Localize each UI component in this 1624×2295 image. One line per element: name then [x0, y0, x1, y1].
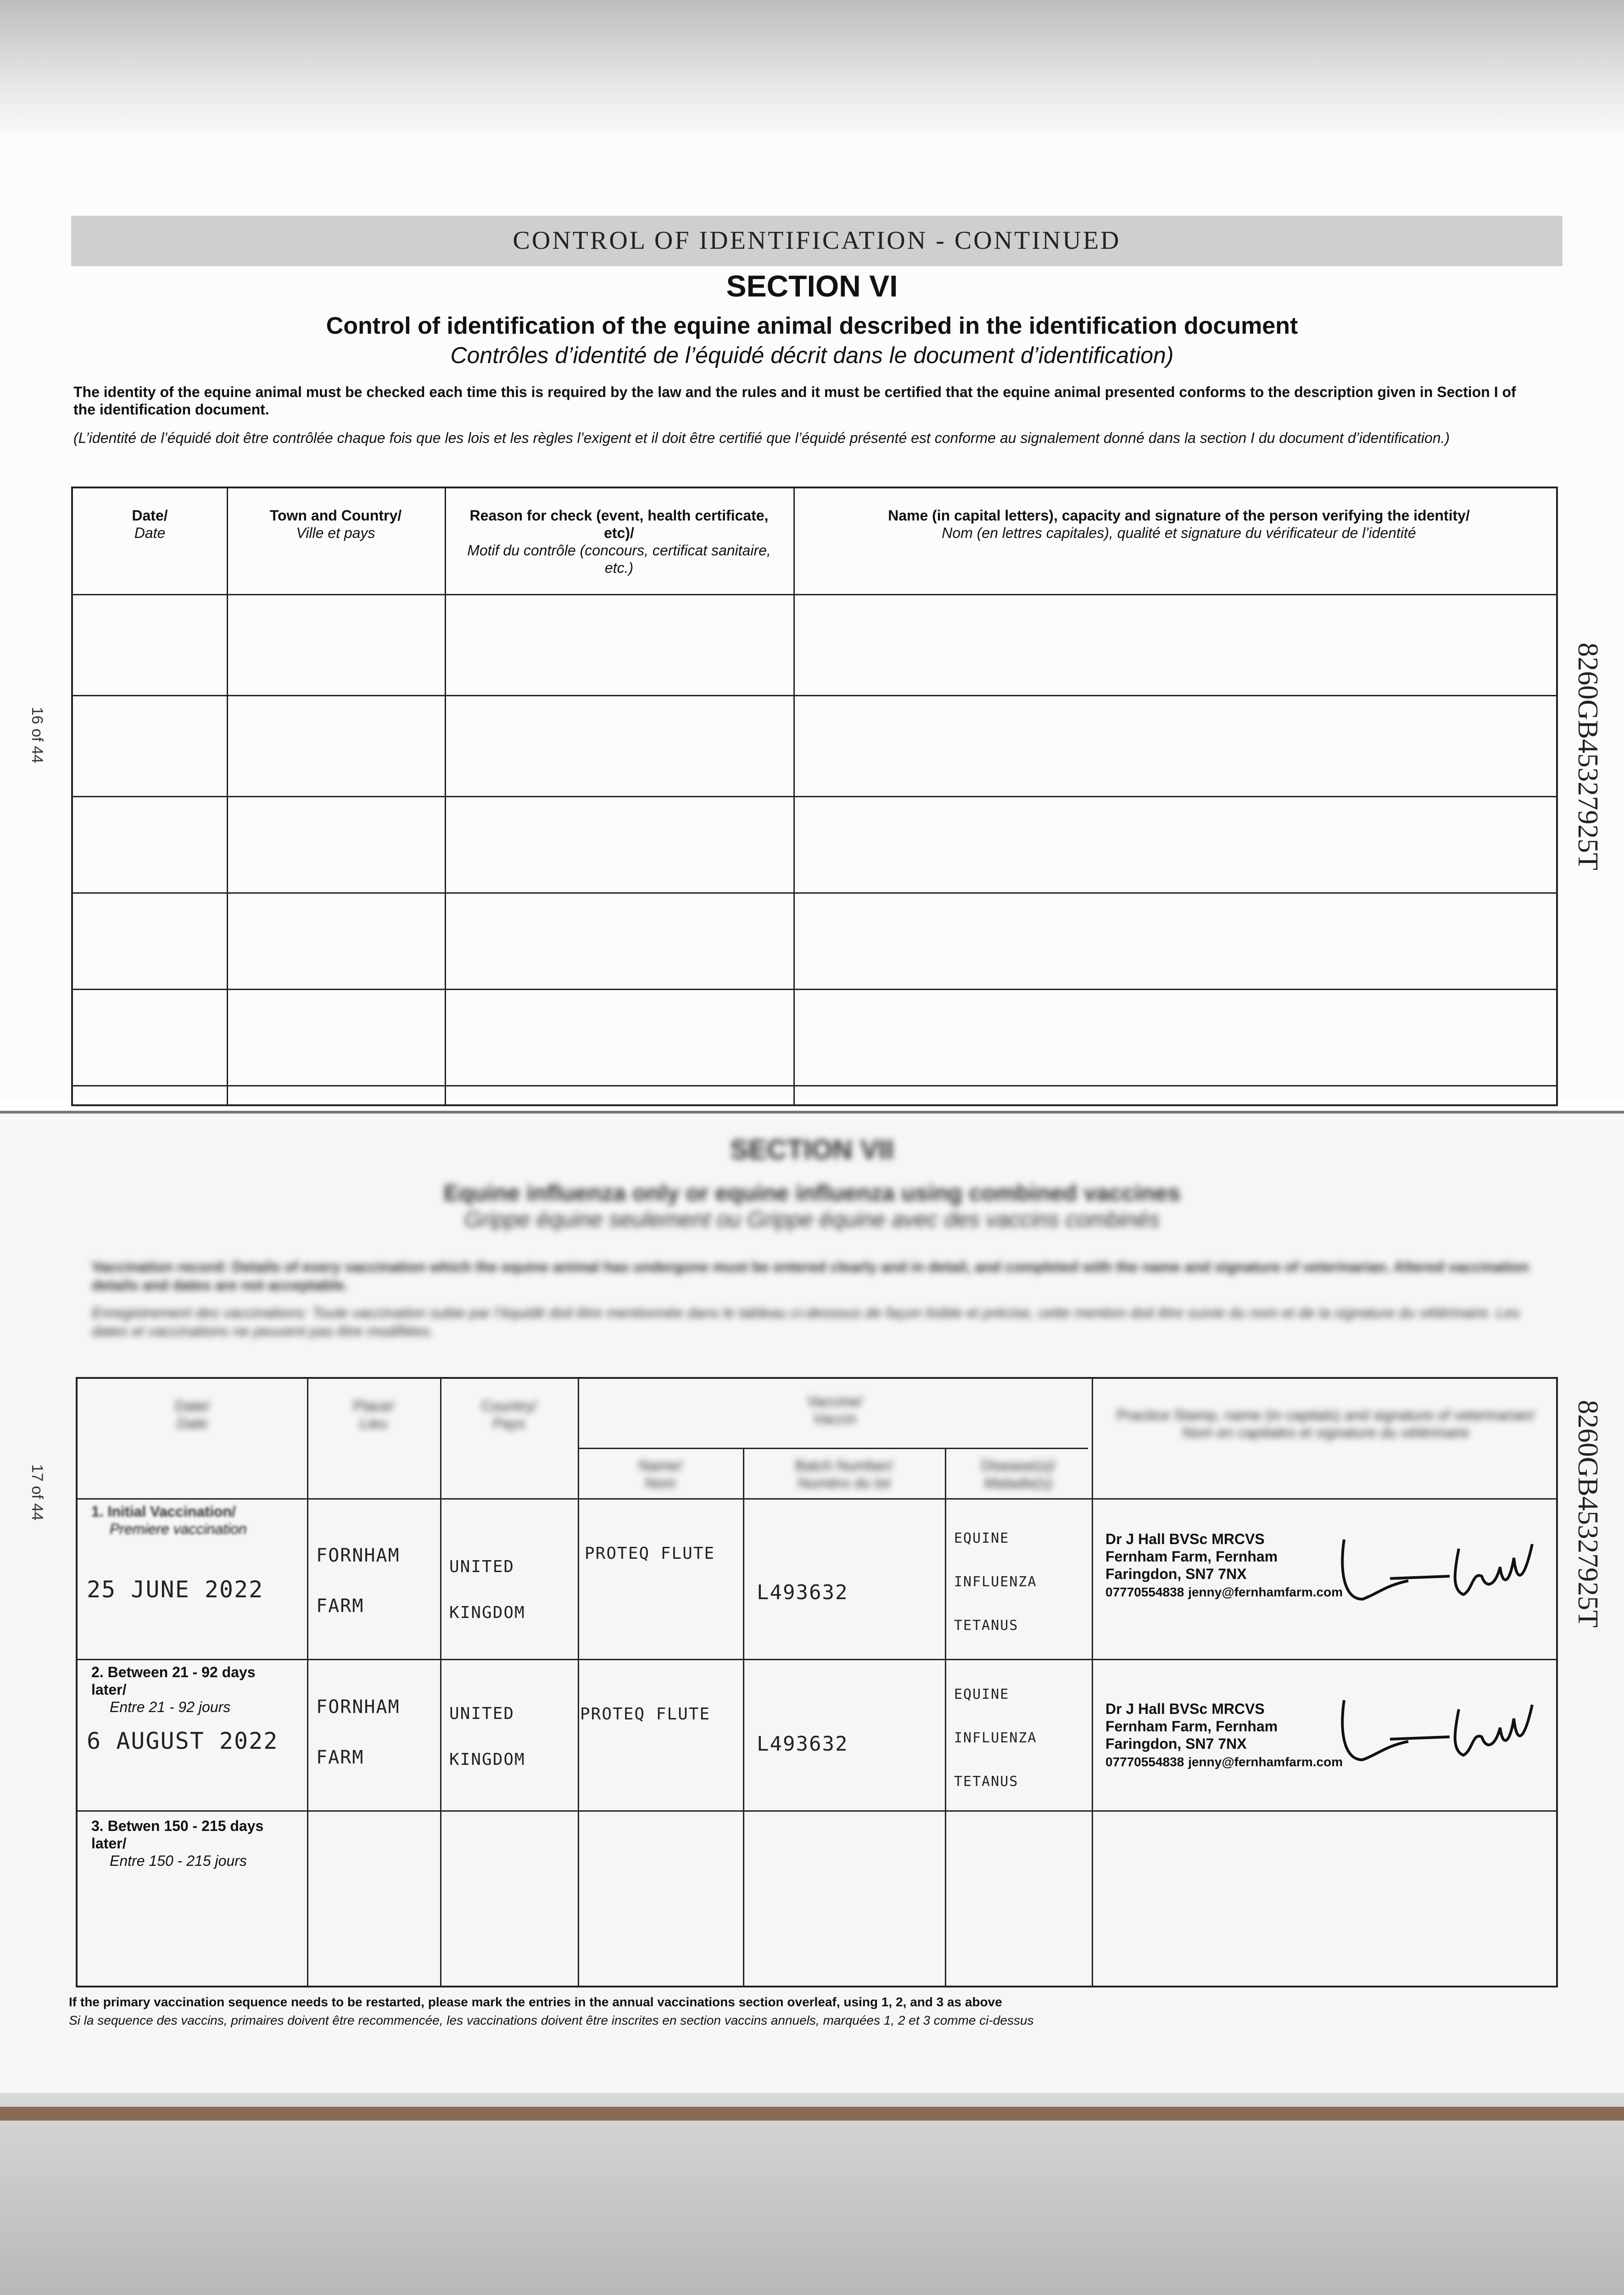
intro-text-en: The identity of the equine animal must be checked each time this is required by the law and the rules and it must be certified that the equine animal presented conforms to the description given in Section I of the identification document. [73, 384, 1516, 418]
col-header-date-en: Date/ [132, 507, 168, 524]
row-2-vet-name: Dr J Hall BVSc MRCVS [1105, 1701, 1265, 1717]
row-2-batch: L493632 [757, 1732, 848, 1756]
col-header-reason-en: Reason for check (event, health certificate, etc)/ [469, 507, 769, 541]
row-3-label [91, 1817, 293, 1870]
row-1-country: UNITED KINGDOM [449, 1557, 525, 1622]
col-header-verifier-en: Name (in capital letters), capacity and signature of the person verifying the identity/ [888, 507, 1470, 524]
col-header-disease [945, 1457, 1092, 1492]
row-1-label-en: 1. Initial Vaccination/ [91, 1503, 236, 1520]
section-banner [71, 216, 1563, 266]
section-vii-intro-fr: Enregistrement des vaccinations: Toute vaccination subie par l’équidé doit être mentionnée dans le tableau ci-dessous de façon lisible et précise, cette mention doit être suivie du nom et de la signature du vétérinaire. Les dates et vaccinations ne peuvent pas être modifiées. [92, 1304, 1520, 1339]
col-header-town-en: Town and Country/ [269, 507, 402, 524]
passport-number-lower: 8260GB45327925T [1572, 1400, 1603, 1628]
section-vii-intro-en: Vaccination record: Details of every vaccination which the equine animal has undergone must be entered clearly and in detail, and completed with the name and signature of veterinarian. Altered vaccination details and dates are not acceptable. [92, 1259, 1529, 1293]
col-header-country [440, 1397, 578, 1432]
col-header-disease-fr: Maladie(s) [984, 1475, 1053, 1491]
row-2-label-en: 2. Between 21 - 92 days later/ [91, 1664, 256, 1698]
col-header-vaccine-name-en: Name/ [638, 1457, 682, 1474]
col-header-reason-fr: Motif du contrôle (concours, certificat sanitaire, etc.) [467, 542, 771, 576]
col-header-place [307, 1397, 440, 1432]
section-subtitle-fr: Contrôles d’identité de l’équidé décrit dans le document d’identification) [450, 342, 1174, 368]
row-2-label [91, 1663, 293, 1716]
row-2-place: FORNHAM FARM [316, 1696, 400, 1768]
col-header-town-fr: Ville et pays [296, 525, 375, 541]
row-1-date: 25 JUNE 2022 [87, 1576, 264, 1603]
row-2-vet-address-1: Fernham Farm, Fernham [1105, 1718, 1278, 1735]
col-header-vet [1101, 1406, 1551, 1441]
col-header-country-fr: Pays [492, 1415, 525, 1432]
row-2-vet-stamp [1105, 1700, 1362, 1771]
row-3-label-en: 3. Betwen 150 - 215 days later/ [91, 1818, 264, 1852]
row-1-batch: L493632 [757, 1581, 848, 1604]
row-2-country: UNITED KINGDOM [449, 1704, 525, 1769]
col-header-vaccine [578, 1393, 1092, 1427]
col-header-verifier [807, 507, 1551, 542]
book-edge [0, 2107, 1624, 2121]
row-2-date: 6 AUGUST 2022 [87, 1728, 279, 1754]
row-2-vet-phone: 07770554838 [1105, 1755, 1184, 1769]
page-number-17: 17 of 44 [28, 1464, 46, 1521]
col-header-reason [463, 507, 775, 577]
col-header-batch-fr: Numéro du lot [798, 1475, 890, 1491]
col-header-place-fr: Lieu [359, 1415, 388, 1432]
row-1-vet-email: jenny@fernhamfarm.com [1188, 1585, 1343, 1599]
col-header-vaccine-en: Vaccine/ [807, 1393, 863, 1410]
col-header-batch [743, 1457, 945, 1492]
row-1-vaccine-name: PROTEQ FLUTE [585, 1544, 715, 1563]
row-2-vet-address-2: Faringdon, SN7 7NX [1105, 1735, 1247, 1752]
col-header-date-fr: Date [134, 525, 166, 541]
col-header-country-en: Country/ [481, 1398, 537, 1414]
scanner-shadow-bottom [0, 2093, 1624, 2295]
row-1-vet-signature [1335, 1530, 1551, 1627]
row-1-vet-phone: 07770554838 [1105, 1585, 1184, 1599]
row-2-vaccine-name: PROTEQ FLUTE [580, 1705, 711, 1724]
col-header-vaccine-name [578, 1457, 743, 1492]
scanner-shadow-top [0, 0, 1624, 138]
vaccination-table [76, 1377, 1558, 1987]
row-2-vet-signature [1335, 1691, 1551, 1787]
passport-number-upper: 8260GB453279​25T [1572, 643, 1603, 870]
row-1-vet-name: Dr J Hall BVSc MRCVS [1105, 1531, 1265, 1547]
section-title: SECTION VI [726, 269, 898, 303]
row-1-disease: EQUINE INFLUENZA TETANUS [954, 1530, 1037, 1634]
col-header-vet-en: Practice Stamp, name (in capitals) and signature of veterinarian/ [1116, 1407, 1535, 1423]
section-vii-subtitle-en: Equine influenza only or equine influenza using combined vaccines [443, 1180, 1181, 1206]
col-header-vaccine-fr: Vaccin [813, 1411, 857, 1427]
row-1-label [91, 1503, 302, 1538]
col-header-vacc-date [78, 1397, 307, 1432]
row-1-vet-stamp [1105, 1530, 1362, 1601]
banner-text: CONTROL OF IDENTIFICATION - CONTINUED [513, 226, 1121, 255]
col-header-disease-en: Disease(s)/ [981, 1457, 1055, 1474]
col-header-date [73, 507, 227, 542]
col-header-town [227, 507, 445, 542]
row-2-vet-email: jenny@fernhamfarm.com [1188, 1755, 1343, 1769]
col-header-vaccine-name-fr: Nom [645, 1475, 676, 1491]
col-header-vet-fr: Nom en capitales et signature du vétérinaire [1182, 1424, 1470, 1441]
footnote-en: If the primary vaccination sequence needs to be restarted, please mark the entries in the annual vaccinations section overleaf, using 1, 2, and 3 as above [69, 1995, 1002, 2009]
section-vii-title: SECTION VII [730, 1134, 894, 1165]
col-header-vacc-date-fr: Date [177, 1415, 208, 1432]
col-header-place-en: Place/ [353, 1398, 394, 1414]
row-2-disease: EQUINE INFLUENZA TETANUS [954, 1686, 1037, 1790]
intro-text-fr: (L’identité de l’équidé doit être contrôlée chaque fois que les lois et les règles l’exigent et il doit être certifié que l’équidé présenté est conforme au signalement donné dans la section I du document d’identification.) [73, 430, 1450, 446]
row-1-place: FORNHAM FARM [316, 1545, 400, 1617]
page-number-16: 16 of 44 [28, 707, 46, 763]
col-header-verifier-fr: Nom (en lettres capitales), qualité et signature du vérificateur de l’identité [942, 525, 1416, 541]
row-1-vet-address-2: Faringdon, SN7 7NX [1105, 1566, 1247, 1582]
row-1-vet-address-1: Fernham Farm, Fernham [1105, 1548, 1278, 1565]
section-vii-subtitle-fr: Grippe équine seulement ou Grippe équine avec des vaccins combinés [464, 1208, 1160, 1232]
col-header-batch-en: Batch Number/ [795, 1457, 893, 1474]
row-1-label-fr: Premiere vaccination [110, 1521, 247, 1537]
section-subtitle-en: Control of identification of the equine animal described in the identification document [326, 313, 1298, 339]
col-header-vacc-date-en: Date/ [174, 1398, 210, 1414]
identity-check-table [71, 487, 1558, 1106]
row-2-label-fr: Entre 21 - 92 jours [110, 1699, 231, 1715]
row-3-label-fr: Entre 150 - 215 jours [110, 1853, 247, 1869]
footnote-fr: Si la sequence des vaccins, primaires doivent être recommencée, les vaccinations doivent être inscrites en section vaccins annuels, marquées 1, 2 et 3 comme ci-dessus [69, 2013, 1034, 2027]
